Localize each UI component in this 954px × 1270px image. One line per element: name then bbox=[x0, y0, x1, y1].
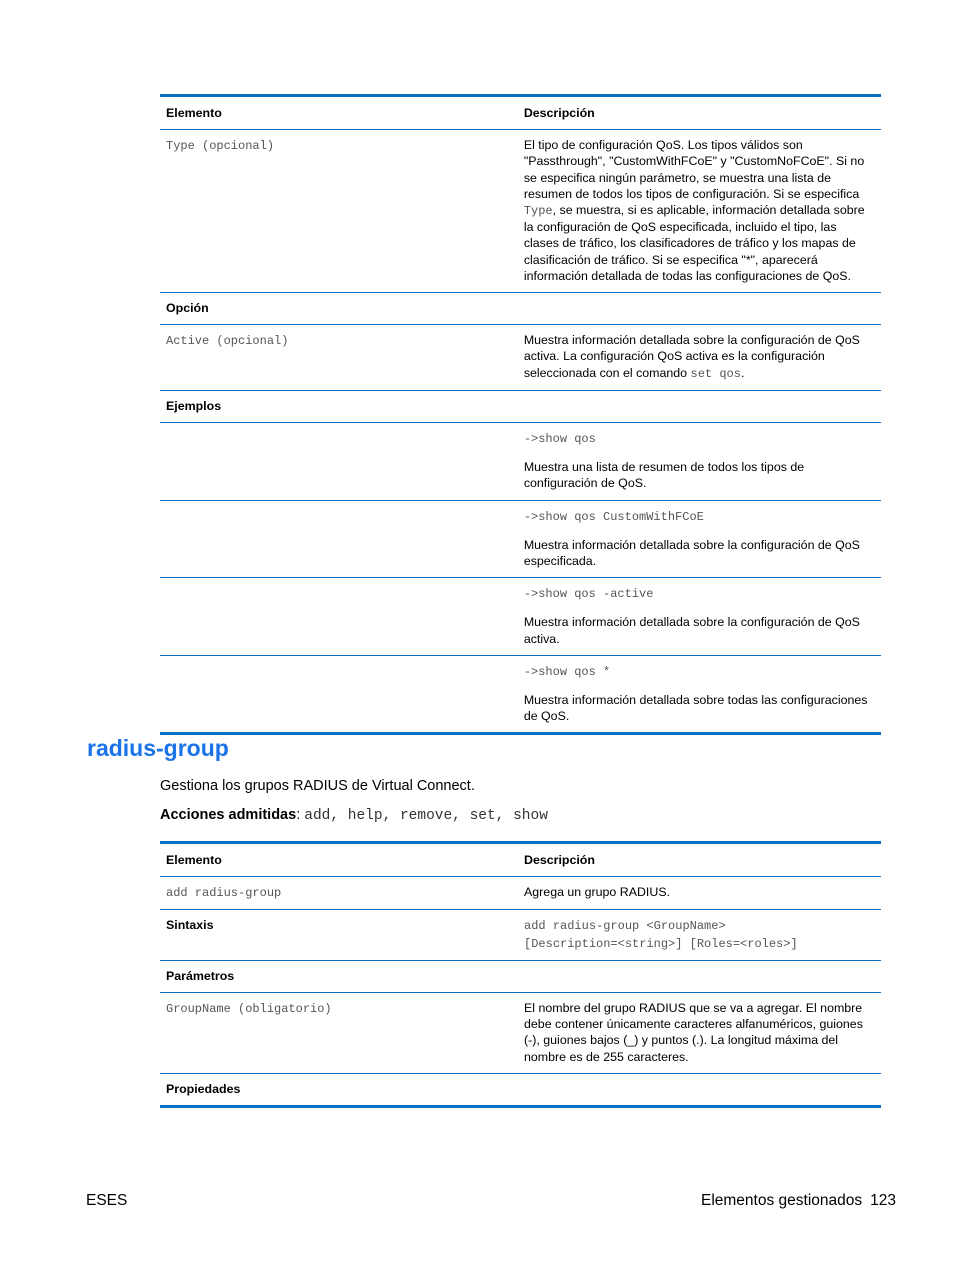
params-label: Parámetros bbox=[160, 960, 518, 992]
actions-label: Acciones admitidas bbox=[160, 807, 297, 823]
add-description: Agrega un grupo RADIUS. bbox=[518, 877, 881, 910]
table-row bbox=[160, 578, 881, 656]
properties-label: Propiedades bbox=[160, 1073, 518, 1106]
example-description: Muestra información detallada sobre todas las configuraciones de QoS. bbox=[523, 693, 868, 724]
type-description: El tipo de configuración QoS. Los tipos válidos son "Passthrough", "CustomWithFCoE" y "CustomNoFCoE". Si no se especifica ningún parámetro, se muestra una lista de resumen de todos los tipos de configuración. Si se especifica Type, se muestra, si es aplicable, información detallada sobre la configuración de QoS especificada, incluido el tipo, las clases de tráfico, los clasificadores de tráfico y los mapas de clasificación de tráfico. Si se especifica "*", aparecerá información detallada de todas las configuraciones de QoS. bbox=[518, 130, 881, 293]
supported-actions: Acciones admitidas: add, help, remove, set, show bbox=[160, 807, 548, 824]
header-element: Elemento bbox=[160, 96, 518, 130]
groupname-description: El nombre del grupo RADIUS que se va a agregar. El nombre debe contener únicamente caracteres alfanuméricos, guiones (-), guiones bajos (_) y puntos (.). La longitud máxima del nombre es de 255 caracteres. bbox=[518, 993, 881, 1074]
example-command: ->show qos bbox=[523, 432, 596, 447]
active-code: set qos bbox=[690, 366, 741, 381]
table-row bbox=[160, 390, 881, 422]
table-row bbox=[160, 655, 881, 734]
example-command: ->show qos CustomWithFCoE bbox=[523, 509, 704, 524]
section-intro: Gestiona los grupos RADIUS de Virtual Connect. bbox=[160, 778, 475, 794]
radius-group-table bbox=[160, 841, 881, 1108]
page-number: 123 bbox=[870, 1192, 896, 1209]
table-row bbox=[160, 500, 881, 578]
footer-locale: ESES bbox=[86, 1192, 128, 1209]
table-row bbox=[160, 960, 881, 992]
table-row bbox=[160, 423, 881, 501]
example-description: Muestra información detallada sobre la configuración de QoS activa. bbox=[523, 615, 860, 646]
type-code: Type bbox=[523, 204, 553, 219]
table-header bbox=[160, 843, 881, 877]
syntax-label: Sintaxis bbox=[160, 910, 518, 960]
syntax-line: [Description=<string>] [Roles=<roles>] bbox=[524, 936, 798, 951]
table-row bbox=[160, 293, 881, 325]
actions-list: add, help, remove, set, show bbox=[304, 808, 548, 824]
example-command: ->show qos * bbox=[523, 664, 611, 679]
header-element: Elemento bbox=[160, 843, 518, 877]
syntax-line: add radius-group <GroupName> bbox=[524, 919, 726, 934]
header-description: Descripción bbox=[518, 96, 881, 130]
footer-chapter: Elementos gestionados bbox=[700, 1192, 863, 1209]
header-description: Descripción bbox=[518, 843, 881, 877]
example-description: Muestra una lista de resumen de todos los tipos de configuración de QoS. bbox=[523, 460, 805, 491]
table-row bbox=[160, 130, 881, 293]
qos-table bbox=[160, 94, 881, 735]
section-title: radius-group bbox=[87, 735, 229, 761]
table-row bbox=[160, 325, 881, 391]
table-row bbox=[160, 910, 881, 960]
table-row bbox=[160, 1073, 881, 1106]
footer-page-info bbox=[701, 1192, 896, 1210]
type-item: Type (opcional) bbox=[166, 139, 275, 154]
add-item: add radius-group bbox=[166, 886, 282, 901]
example-description: Muestra información detallada sobre la configuración de QoS especificada. bbox=[523, 537, 860, 569]
example-command: ->show qos -active bbox=[523, 587, 654, 602]
active-description: Muestra información detallada sobre la configuración de QoS activa. La configuración QoS activa es la configuración seleccionada con el comando set qos. bbox=[518, 325, 881, 391]
option-label: Opción bbox=[160, 293, 518, 325]
groupname-item: GroupName (obligatorio) bbox=[166, 1002, 332, 1017]
table-header bbox=[160, 96, 881, 130]
examples-label: Ejemplos bbox=[160, 390, 518, 422]
table-row bbox=[160, 877, 881, 910]
active-item: Active (opcional) bbox=[166, 334, 289, 349]
table-row bbox=[160, 993, 881, 1074]
